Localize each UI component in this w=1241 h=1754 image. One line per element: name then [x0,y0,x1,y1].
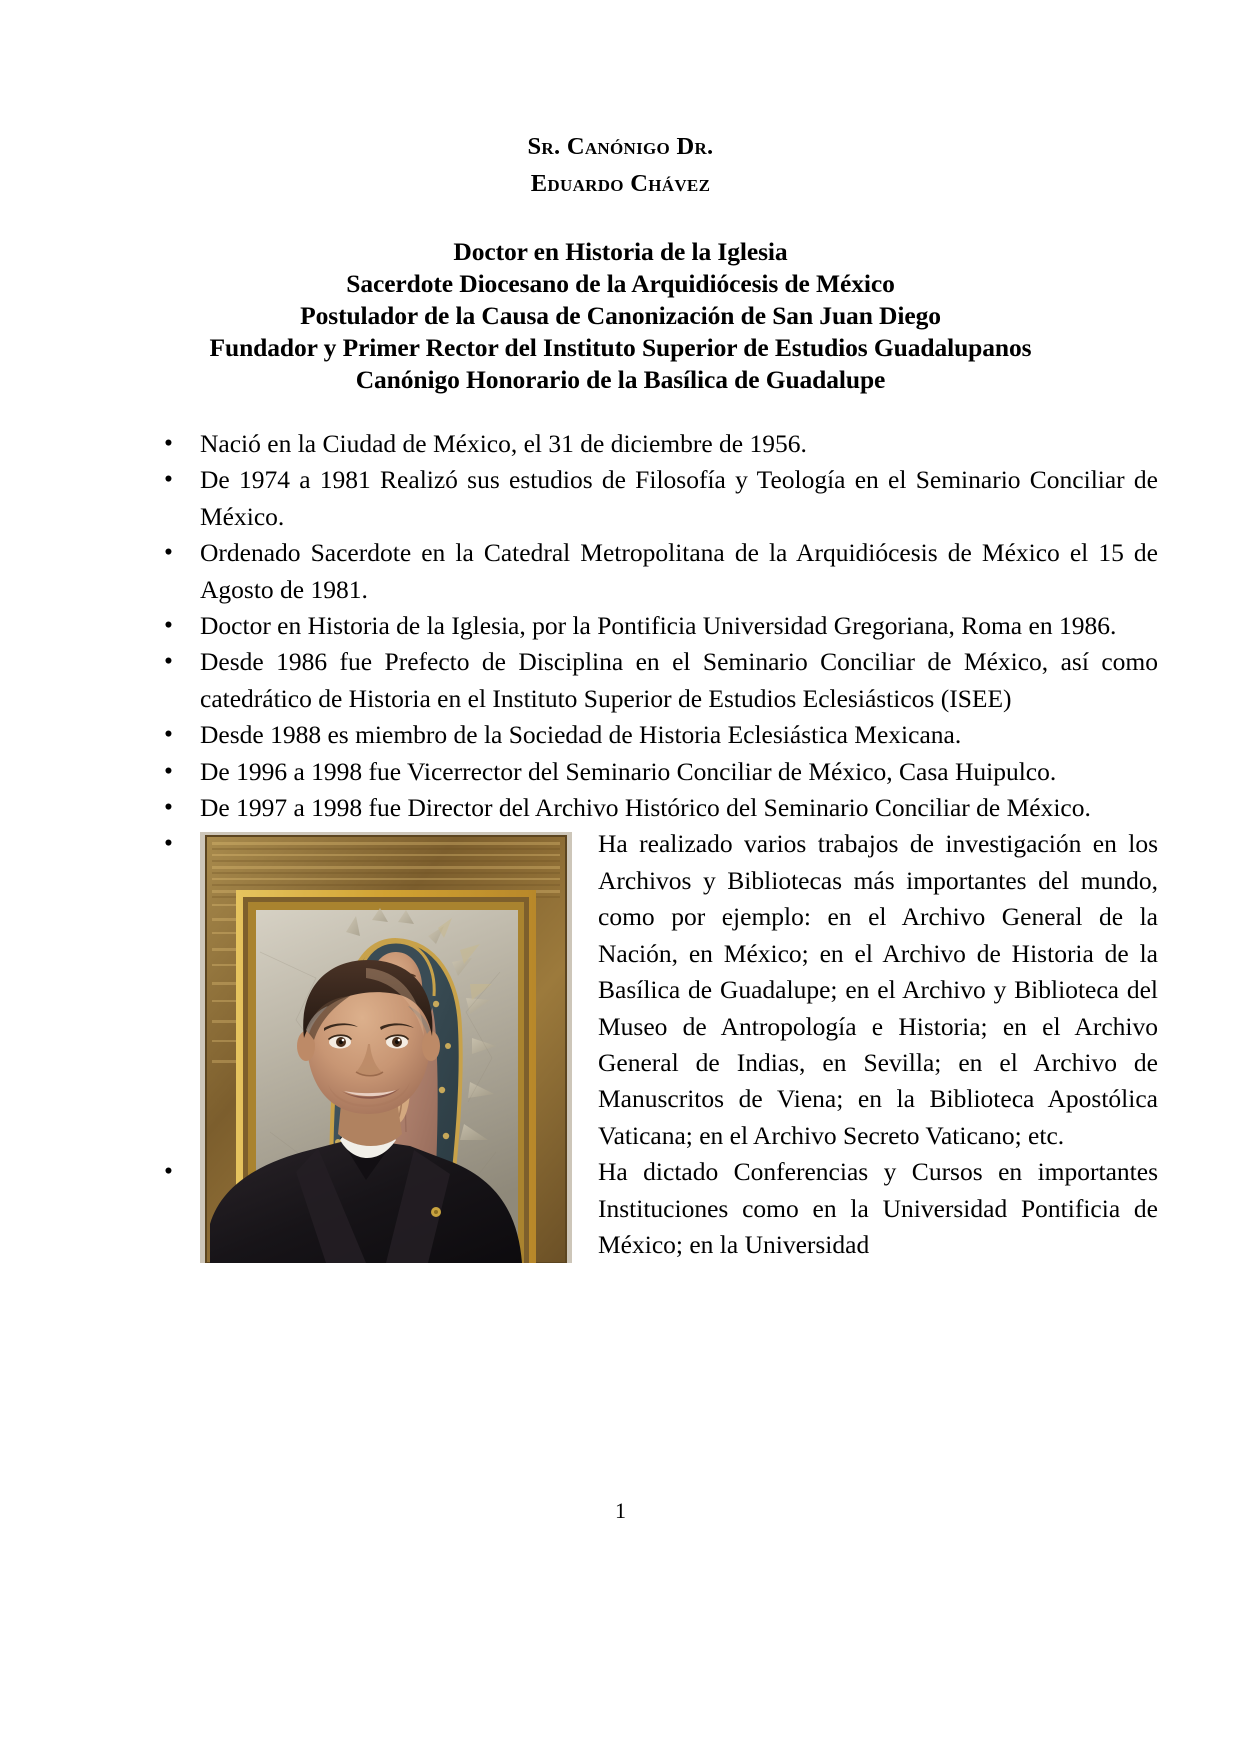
list-item [152,790,1158,826]
title-line-1: Sr. Canónigo Dr. [527,133,714,160]
bullet-icon [164,461,173,497]
list-item-text: Ha dictado Conferencias y Cursos en importantes Instituciones como en la Universidad Pontificia de México; en la Universidad [598,1157,1158,1259]
list-item [152,826,1158,1154]
list-item [152,426,1158,462]
list-item-text: Ordenado Sacerdote en la Catedral Metropolitana de la Arquidiócesis de México el 15 de Agosto de 1981. [200,538,1158,604]
subtitle-line-2: Sacerdote Diocesano de la Arquidiócesis de México [346,269,895,298]
bullet-icon [164,753,173,789]
list-item [152,754,1158,790]
bullet-icon [164,789,173,825]
list-item-text: De 1996 a 1998 fue Vicerrector del Seminario Conciliar de México, Casa Huipulco. [200,756,1057,786]
document-title [0,0,1241,202]
bullet-icon [164,825,173,861]
page-number: 1 [615,1498,626,1523]
list-item [152,462,1158,535]
list-item [152,644,1158,717]
subtitle-line-3: Postulador de la Causa de Canonización de San Juan Diego [300,301,941,330]
bullet-icon [164,607,173,643]
bullet-icon [164,534,173,570]
subtitle-line-1: Doctor en Historia de la Iglesia [453,237,788,266]
document-body [0,426,1241,1263]
list-item [152,1154,1158,1263]
subtitle-line-5: Canónigo Honorario de la Basílica de Guadalupe [355,365,886,394]
list-item-text: De 1997 a 1998 fue Director del Archivo Histórico del Seminario Conciliar de México. [200,793,1091,823]
list-item-text: Desde 1986 fue Prefecto de Disciplina en el Seminario Conciliar de México, así como catedrático de Historia en el Instituto Superior de Estudios Eclesiásticos (ISEE) [200,647,1158,713]
bullet-icon [164,1153,173,1189]
title-line-2: Eduardo Chávez [530,170,711,197]
document-subtitle [0,236,1241,396]
biography-bullet-list [152,426,1158,1263]
list-item [152,608,1158,644]
list-item [152,535,1158,608]
bullet-icon [164,643,173,679]
list-item-text: Nació en la Ciudad de México, el 31 de diciembre de 1956. [200,429,807,458]
list-item-text: Ha realizado varios trabajos de investigación en los Archivos y Bibliotecas más importantes del mundo, como por ejemplo: en el Archivo General de la Nación, en México; en el Archivo de Historia de la Basílica de Guadalupe; en el Archivo y Biblioteca del Museo de Antropología e Historia; en el Archivo General de Indias, en Sevilla; en el Archivo de Manuscritos de Viena; en la Biblioteca Apostólica Vaticana; en el Archivo Secreto Vaticano; etc. [598,829,1158,1150]
list-item [152,717,1158,753]
bullet-icon [164,425,173,461]
list-item-text: Doctor en Historia de la Iglesia, por la Pontificia Universidad Gregoriana, Roma en 1986. [200,611,1117,641]
list-item-text: De 1974 a 1981 Realizó sus estudios de Filosofía y Teología en el Seminario Conciliar de México. [200,465,1158,531]
bullet-icon [164,716,173,752]
list-item-text: Desde 1988 es miembro de la Sociedad de Historia Eclesiástica Mexicana. [200,720,962,750]
subtitle-line-4: Fundador y Primer Rector del Instituto Superior de Estudios Guadalupanos [209,333,1032,362]
